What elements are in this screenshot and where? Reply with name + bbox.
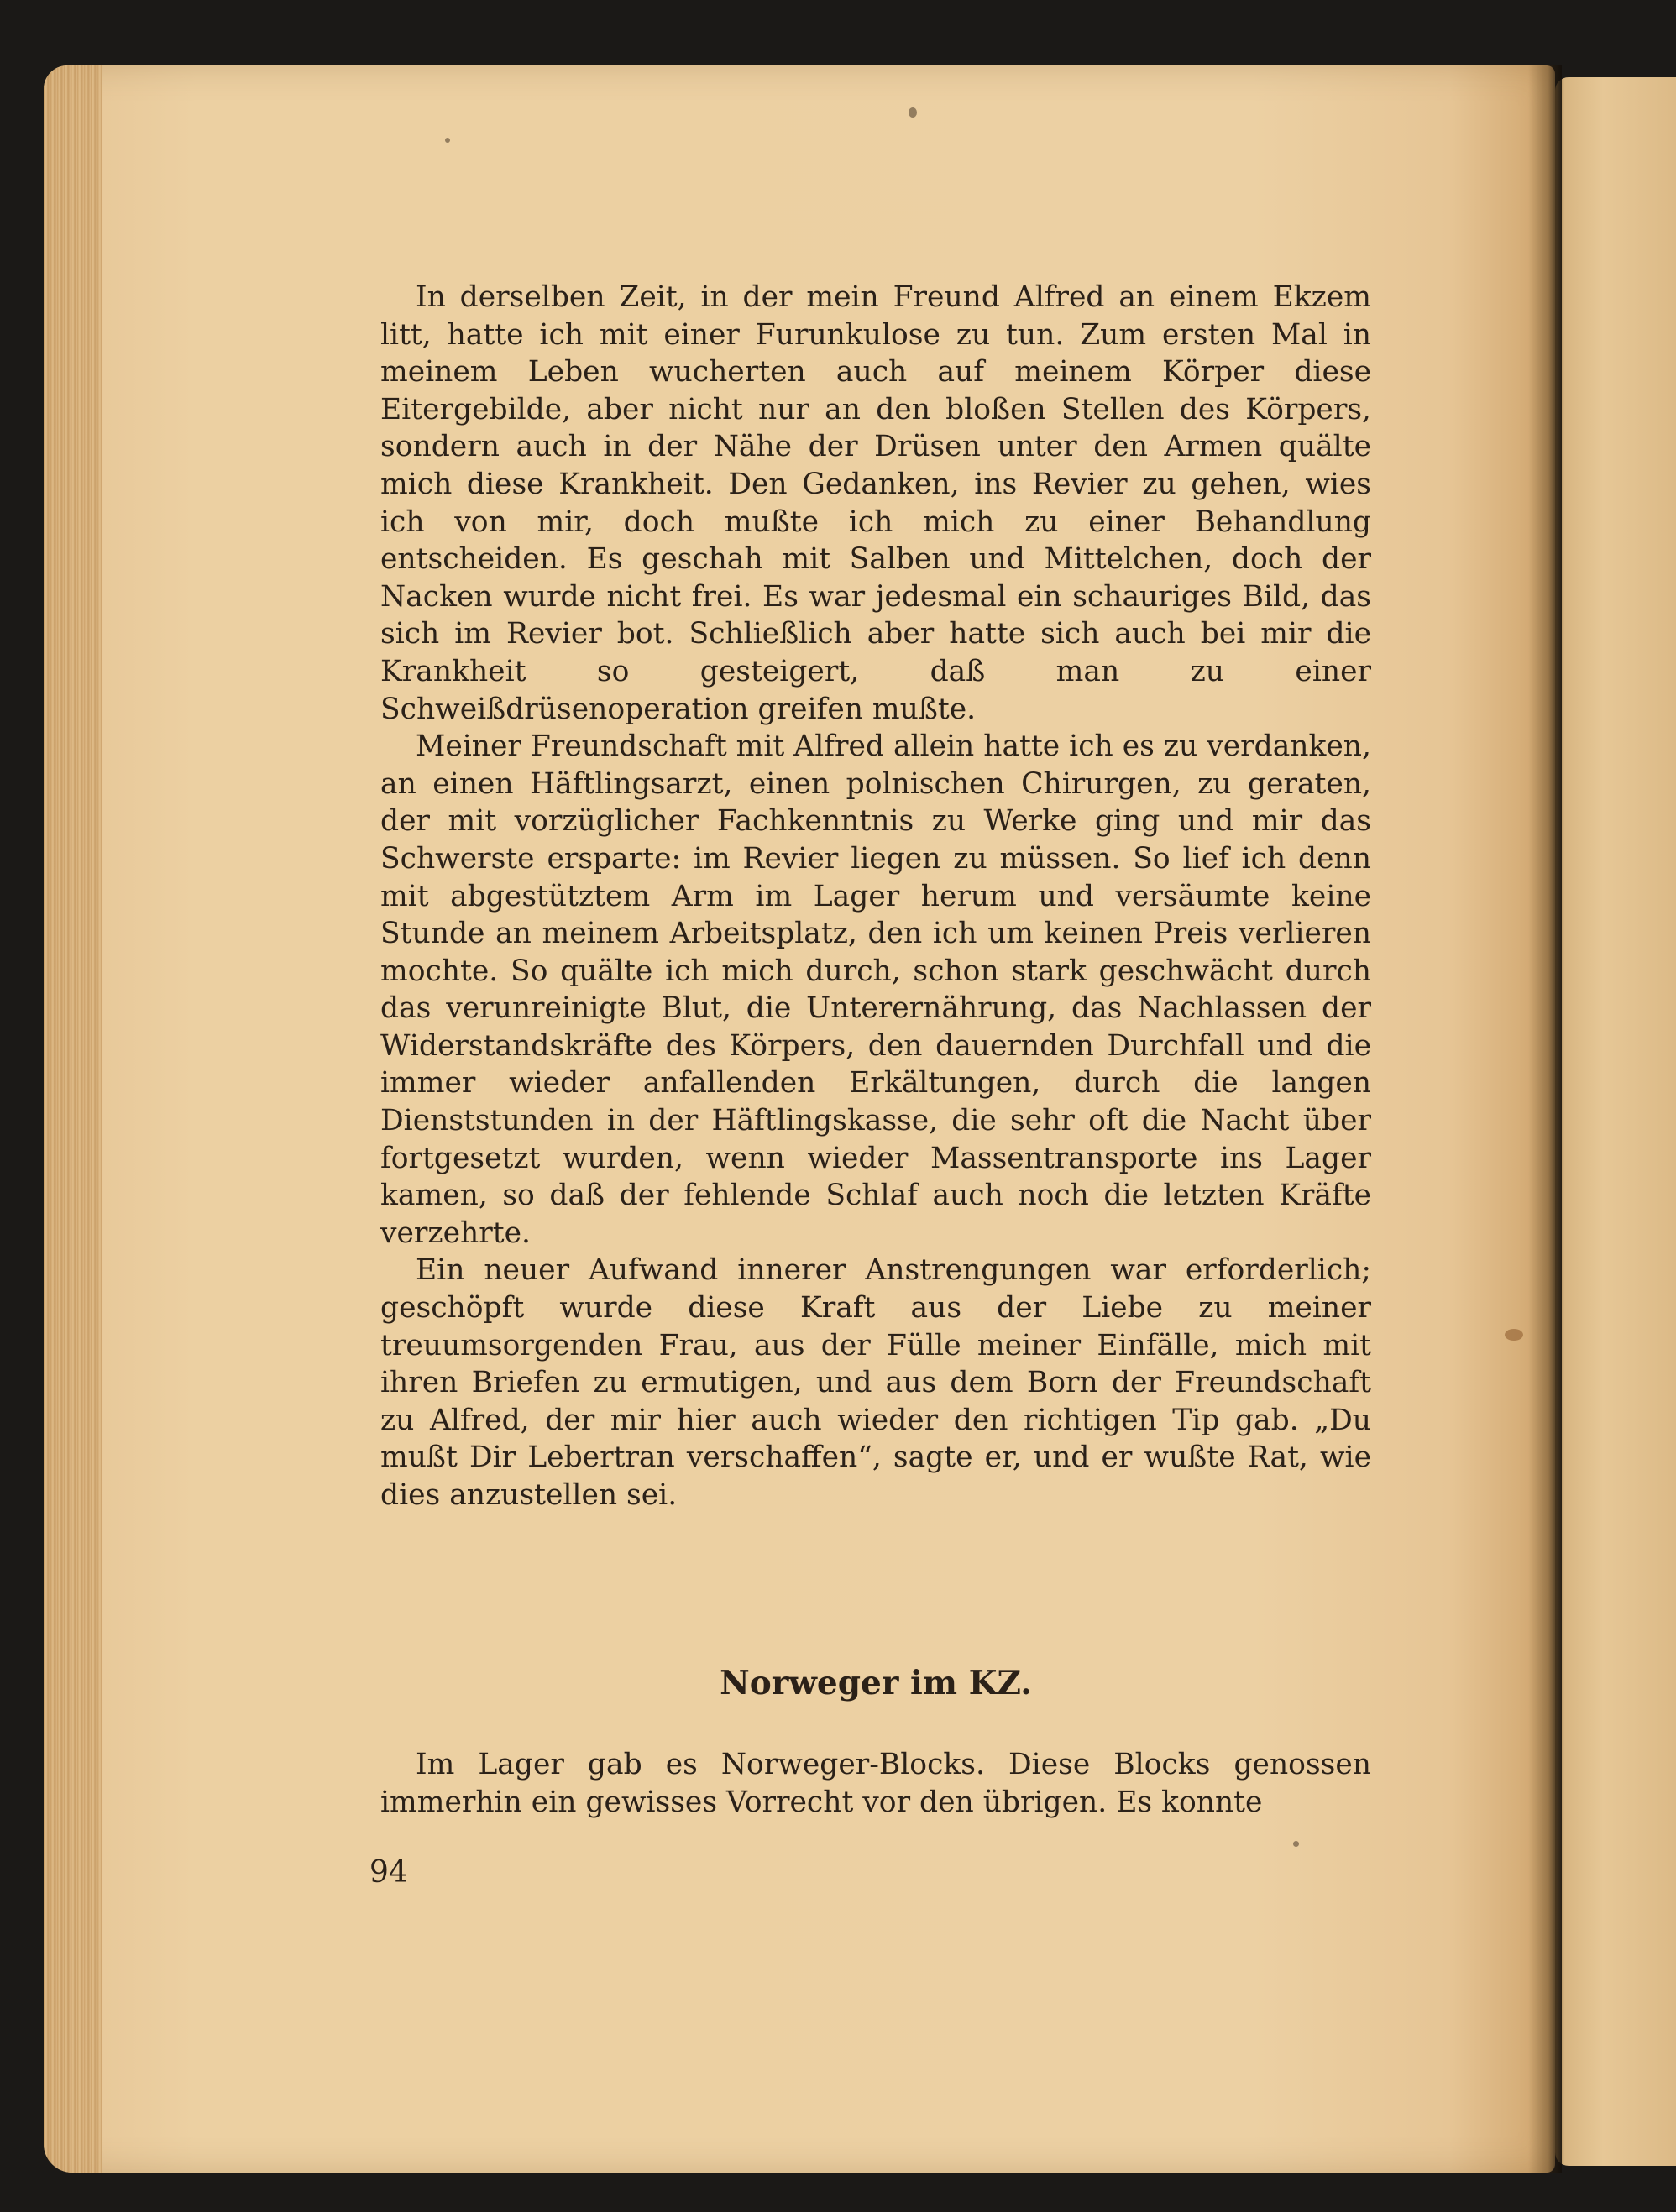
paragraph: Ein neuer Aufwand innerer Anstrengungen war erforderlich; geschöpft wurde diese Kraft aus der Liebe zu meiner treuumsorgenden Frau, aus der Fülle meiner Einfälle, mich mit ihren Briefen zu ermutigen, und aus dem Born der Freundschaft zu Alfred, der mir hier auch wieder den richtigen Tip gab. „Du mußt Dir Lebertran verschaffen“, sagte er, und er wußte Rat, wie dies anzustellen sei.: [380, 1253, 1371, 1512]
facing-page-edge: [1555, 77, 1676, 2166]
book-gutter-shadow: [1528, 65, 1562, 2173]
section-body-text: [380, 1746, 1371, 1821]
paper-speck: [909, 107, 917, 118]
paper-speck: [445, 138, 450, 143]
paragraph: Meiner Freundschaft mit Alfred allein hatte ich es zu verdanken, an einen Häftlingsarzt, einen polnischen Chirurgen, zu geraten, der mit vorzüglicher Fachkenntnis zu Werke ging und mir das Schwerste ersparte: im Revier liegen zu müssen. So lief ich denn mit abgestütztem Arm im Lager herum und versäumte keine Stunde an meinem Arbeitsplatz, den ich um keinen Preis verlieren mochte. So quälte ich mich durch, schon stark geschwächt durch das verunreinigte Blut, die Unterernährung, das Nachlassen der Widerstandskräfte des Körpers, den dauernden Durchfall und die immer wieder anfallenden Erkältungen, durch die langen Dienststunden in der Häftlingskasse, die sehr oft die Nacht über fortgesetzt wurden, wenn wieder Massentransporte ins Lager kamen, so daß der fehlende Schlaf auch noch die letzten Kräfte verzehrte.: [380, 729, 1371, 1250]
paragraph: Im Lager gab es Norweger-Blocks. Diese Blocks genossen immerhin ein gewisses Vorrecht vor den übrigen. Es konnte: [380, 1748, 1371, 1819]
paragraph: In derselben Zeit, in der mein Freund Alfred an einem Ekzem litt, hatte ich mit einer Furunkulose zu tun. Zum ersten Mal in meinem Leben wucherten auch auf meinem Körper diese Eitergebilde, aber nicht nur an den bloßen Stellen des Körpers, sondern auch in der Nähe der Drüsen unter den Armen quälte mich diese Krankheit. Den Gedanken, ins Revier zu gehen, wies ich von mir, doch mußte ich mich zu einer Behandlung entscheiden. Es geschah mit Salben und Mittelchen, doch der Nacken wurde nicht frei. Es war jedesmal ein schauriges Bild, das sich im Revier bot. Schließlich aber hatte sich auch bei mir die Krankheit so gesteigert, daß man zu einer Schweißdrüsenoperation greifen mußte.: [380, 280, 1371, 726]
paper-stain: [1505, 1329, 1523, 1341]
section-heading: Norweger im KZ.: [720, 1664, 1032, 1702]
page-number: 94: [369, 1855, 408, 1890]
body-text: [380, 279, 1371, 1514]
page-stack-edges: [44, 65, 102, 2173]
paper-speck: [1293, 1841, 1299, 1847]
